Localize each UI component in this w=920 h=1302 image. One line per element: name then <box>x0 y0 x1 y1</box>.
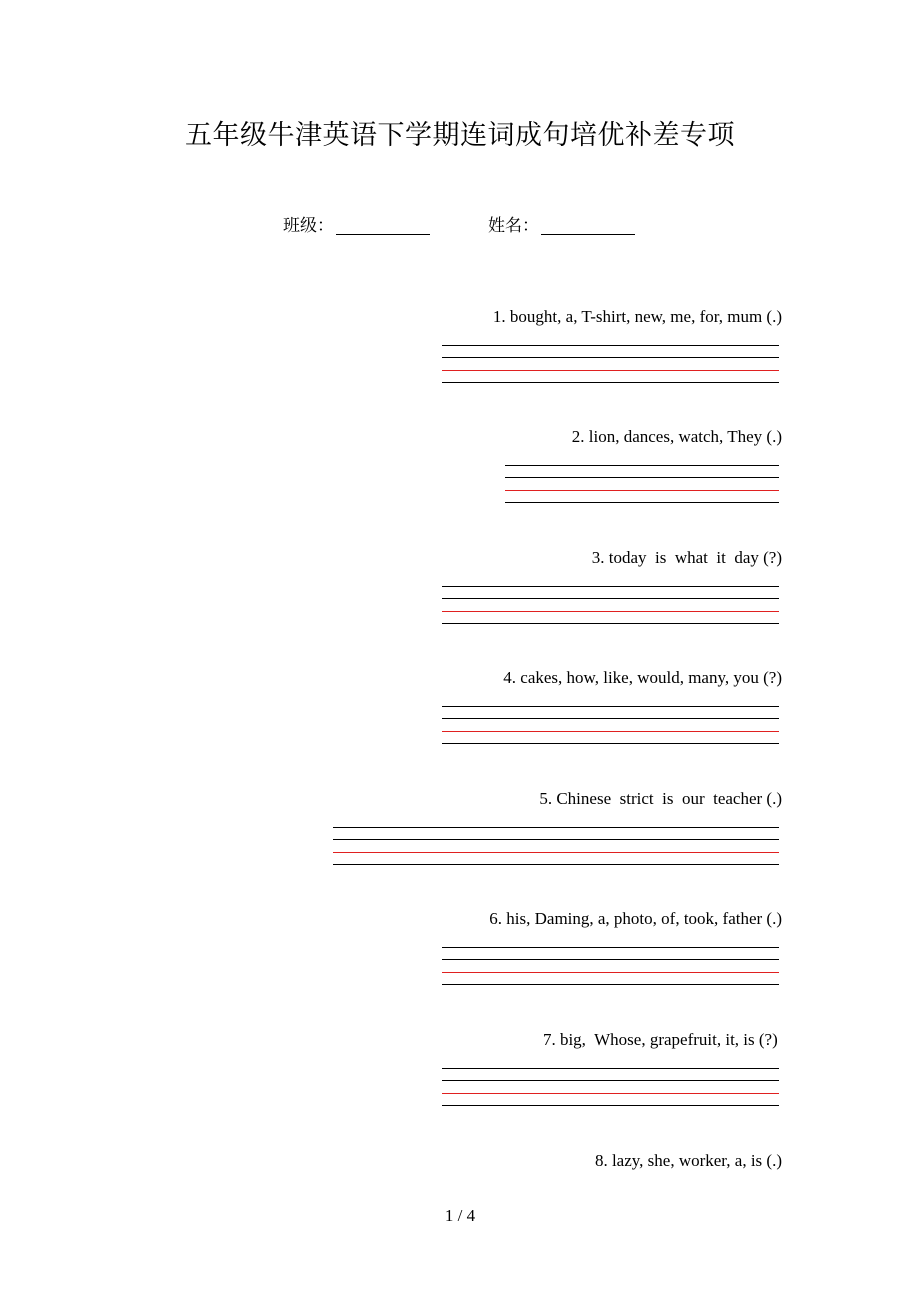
question-3-prompt: 3. today is what it day (?) <box>591 548 782 567</box>
answer-line-red <box>442 370 779 371</box>
question-2-answer-lines[interactable] <box>505 465 779 505</box>
answer-line-red <box>442 1093 779 1094</box>
page-title: 五年级牛津英语下学期连词成句培优补差专项 <box>185 120 735 151</box>
answer-line <box>442 1068 779 1069</box>
answer-line <box>442 1105 779 1106</box>
question-8-prompt: 8. lazy, she, worker, a, is (.) <box>594 1151 782 1170</box>
answer-line <box>442 718 779 719</box>
answer-line <box>442 357 779 358</box>
question-4-answer-lines[interactable] <box>442 706 779 746</box>
answer-line <box>442 1080 779 1081</box>
answer-line <box>505 465 779 466</box>
answer-line <box>442 586 779 587</box>
question-6-prompt: 6. his, Daming, a, photo, of, took, father (.) <box>489 909 782 928</box>
answer-line <box>333 864 779 865</box>
question-3-answer-lines[interactable] <box>442 586 779 626</box>
question-1-answer-lines[interactable] <box>442 345 779 385</box>
answer-line <box>442 947 779 948</box>
answer-line <box>333 827 779 828</box>
answer-line-red <box>442 731 779 732</box>
answer-line <box>442 959 779 960</box>
name-label: 姓名： <box>488 216 539 236</box>
class-label: 班级： <box>283 216 334 236</box>
question-1-prompt: 1. bought, a, T-shirt, new, me, for, mum (.) <box>492 307 782 326</box>
answer-line-red <box>505 490 779 491</box>
page-number: 1 / 4 <box>444 1206 476 1225</box>
question-2-prompt: 2. lion, dances, watch, They (.) <box>571 427 782 446</box>
answer-line <box>442 623 779 624</box>
answer-line <box>442 743 779 744</box>
name-field <box>488 212 635 240</box>
question-6-answer-lines[interactable] <box>442 947 779 987</box>
answer-line <box>442 984 779 985</box>
name-blank[interactable] <box>541 234 635 235</box>
question-4-prompt: 4. cakes, how, like, would, many, you (?) <box>503 668 782 687</box>
answer-line-red <box>442 611 779 612</box>
question-5-prompt: 5. Chinese strict is our teacher (.) <box>539 789 782 808</box>
answer-line-red <box>442 972 779 973</box>
answer-line-red <box>333 852 779 853</box>
question-5-answer-lines[interactable] <box>333 827 779 867</box>
answer-line <box>505 502 779 503</box>
question-7-prompt: 7. big, Whose, grapefruit, it, is (?) <box>542 1030 782 1049</box>
answer-line <box>442 598 779 599</box>
answer-line <box>442 706 779 707</box>
student-info-row <box>0 212 920 240</box>
class-field <box>283 212 430 240</box>
question-7-answer-lines[interactable] <box>442 1068 779 1108</box>
answer-line <box>333 839 779 840</box>
answer-line <box>442 345 779 346</box>
class-blank[interactable] <box>336 234 430 235</box>
answer-line <box>505 477 779 478</box>
answer-line <box>442 382 779 383</box>
